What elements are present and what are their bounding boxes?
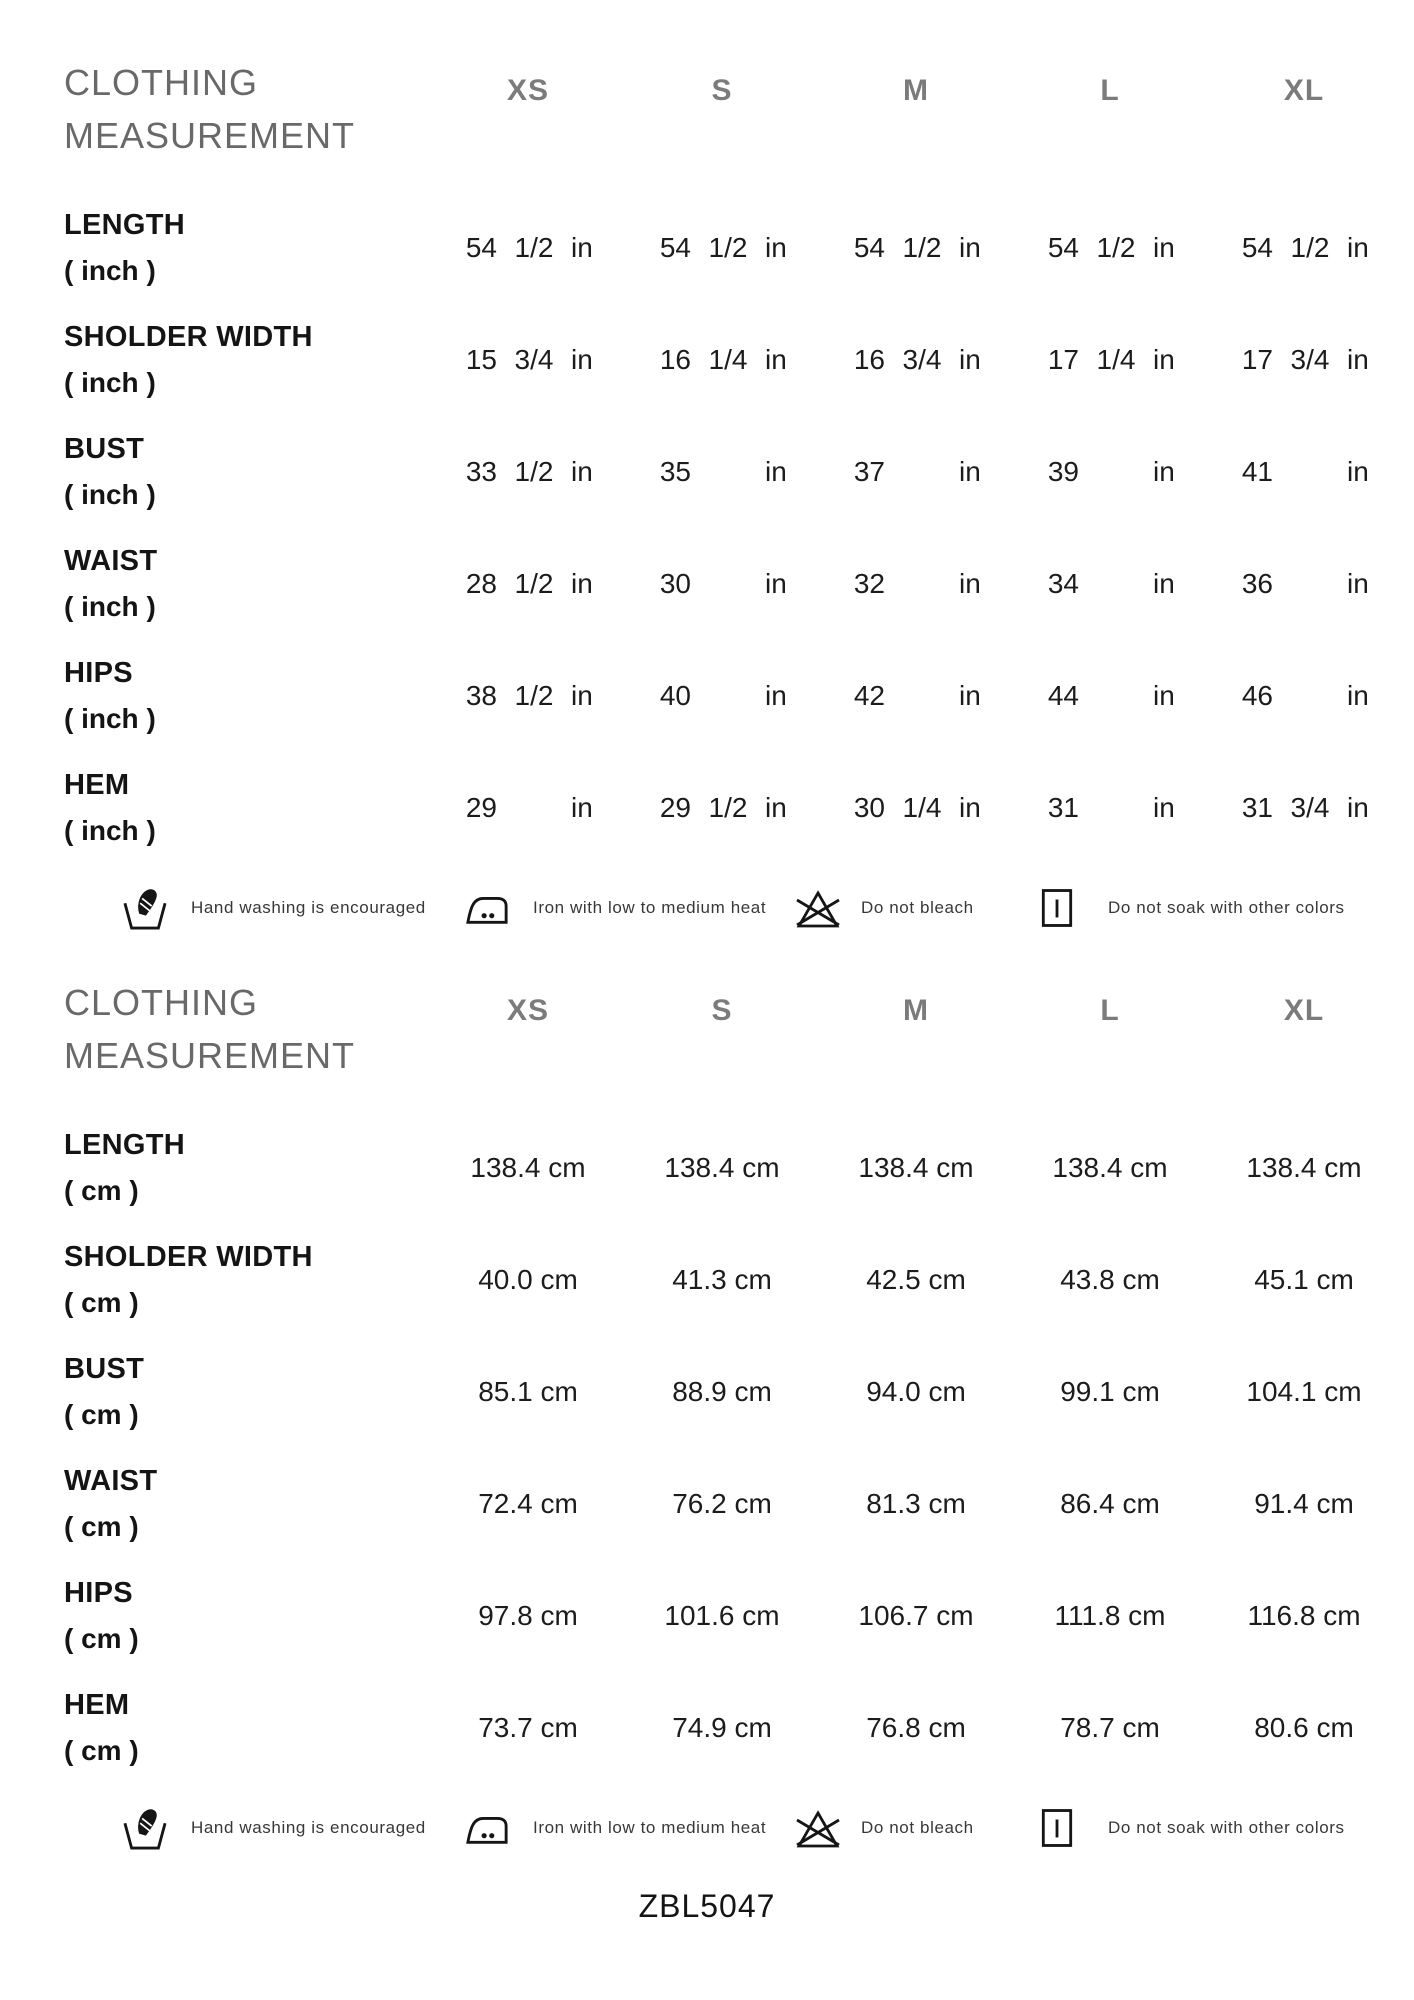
care-instruction-label: Do not bleach [861,898,974,917]
value-unit: in [1153,680,1175,711]
value-fraction: 1/2 [514,232,554,263]
measurement-value: 88.9 cm [672,1376,772,1407]
measurement-value: 101.6 cm [664,1600,780,1631]
table-title-line1: CLOTHING [64,982,259,1023]
measurement-value: 94.0 cm [866,1376,966,1407]
measurement-value: 99.1 cm [1060,1376,1160,1407]
value-fraction: 1/4 [1096,344,1136,375]
size-column-header-m: M [903,994,929,1027]
row-label: BUST [64,1353,145,1385]
measurement-value-cell [431,1712,625,1744]
value-fraction [897,568,947,600]
measurement-value: 73.7 cm [478,1712,578,1743]
table-body [64,1112,1414,1784]
size-column-header-xs: XS [506,74,550,107]
measurement-row [64,1112,1414,1224]
value-whole: 16 [853,344,885,375]
care-instruction [1040,886,1345,930]
table-header-row [64,976,1414,1076]
value-whole: 54 [1241,232,1273,263]
measurement-value: 81.3 cm [866,1488,966,1519]
measurement-value-cell [1207,344,1401,376]
measurement-value-cell [1207,680,1401,712]
value-whole: 28 [465,568,497,599]
value-whole: 34 [1047,568,1079,599]
measurement-value: 76.8 cm [866,1712,966,1743]
measurement-value-cell [1013,456,1207,488]
measurement-value-cell [431,792,625,824]
measurement-value: 42.5 cm [866,1264,966,1295]
value-fraction: 3/4 [514,344,554,375]
measurement-value-cell [1207,1488,1401,1520]
care-instruction-label: Hand washing is encouraged [191,898,426,917]
measurement-value: 74.9 cm [672,1712,772,1743]
measurement-value-cell [819,1488,1013,1520]
measurement-value-cell [431,344,625,376]
measurement-value-cell [625,1152,819,1184]
value-fraction [1091,568,1141,600]
measurement-value-cell [625,344,819,376]
care-instruction-label: Iron with low to medium heat [533,1818,767,1837]
measurement-value-cell [819,792,1013,824]
measurement-row [64,528,1414,640]
row-unit-label: ( cm ) [64,1287,139,1318]
row-label: LENGTH [64,1129,186,1161]
value-whole: 15 [465,344,497,375]
row-unit-label: ( inch ) [64,479,156,510]
value-whole: 31 [1241,792,1273,823]
do-not-soak-icon [1040,1806,1092,1850]
row-label-cell [64,762,431,854]
row-label: LENGTH [64,209,186,241]
measurement-value: 41.3 cm [672,1264,772,1295]
measurement-value: 104.1 cm [1246,1376,1362,1407]
measurement-value-cell [819,680,1013,712]
value-whole: 46 [1241,680,1273,711]
care-instruction [793,887,1040,929]
measurement-value-cell [431,456,625,488]
row-unit-label: ( inch ) [64,703,156,734]
value-fraction: 1/2 [514,568,554,599]
table-title-line1: CLOTHING [64,62,259,103]
measurement-value-cell [625,1600,819,1632]
value-unit: in [765,232,787,263]
value-fraction: 1/2 [514,680,554,711]
value-fraction: 1/4 [708,344,748,375]
value-fraction [1091,680,1141,712]
value-unit: in [959,792,981,823]
row-label-cell [64,1570,431,1662]
measurement-value-cell [1207,1152,1401,1184]
value-unit: in [571,680,593,711]
value-whole: 54 [465,232,497,263]
measurement-value-cell [1207,456,1401,488]
care-instruction [793,1807,1040,1849]
measurement-value-cell [819,1600,1013,1632]
value-whole: 42 [853,680,885,711]
care-instruction [123,1804,465,1852]
size-column-header-xl: XL [1283,74,1325,107]
size-table-inches [0,0,1414,936]
measurement-value-cell [431,1600,625,1632]
value-whole: 33 [465,456,497,487]
measurement-value-cell [1207,232,1401,264]
measurement-row [64,640,1414,752]
value-unit: in [1153,344,1175,375]
value-unit: in [959,344,981,375]
value-whole: 31 [1047,792,1079,823]
measurement-value-cell [1013,1488,1207,1520]
value-fraction [509,792,559,824]
row-label-cell [64,650,431,742]
measurement-value: 138.4 cm [664,1152,780,1183]
care-instruction [465,1809,793,1847]
measurement-value-cell [1013,680,1207,712]
do-not-bleach-icon [793,1807,845,1849]
value-fraction: 1/4 [902,792,942,823]
measurement-value: 138.4 cm [470,1152,586,1183]
value-fraction [1091,456,1141,488]
value-unit: in [1347,344,1369,375]
value-fraction: 1/2 [514,456,554,487]
measurement-value: 111.8 cm [1054,1600,1166,1631]
care-instruction [123,884,465,932]
measurement-row [64,1672,1414,1784]
value-unit: in [571,568,593,599]
value-unit: in [765,568,787,599]
value-unit: in [1153,456,1175,487]
measurement-value-cell [625,568,819,600]
size-column-header-m: M [903,74,929,107]
row-unit-label: ( inch ) [64,367,156,398]
row-label: WAIST [64,545,158,577]
care-instructions-row [123,1800,1414,1856]
value-unit: in [571,456,593,487]
value-unit: in [959,680,981,711]
value-unit: in [765,680,787,711]
row-label-cell [64,1234,431,1326]
size-column-header-xs: XS [506,994,550,1027]
value-whole: 54 [853,232,885,263]
value-fraction [1285,680,1335,712]
table-body [64,192,1414,864]
measurement-value-cell [1013,792,1207,824]
measurement-value-cell [1013,1600,1207,1632]
row-label: HIPS [64,1577,133,1609]
measurement-value-cell [1013,1264,1207,1296]
hand-wash-icon [123,1804,175,1852]
value-whole: 36 [1241,568,1273,599]
value-fraction: 1/2 [902,232,942,263]
value-fraction [1285,456,1335,488]
value-whole: 54 [1047,232,1079,263]
measurement-value-cell [1013,568,1207,600]
value-fraction [703,568,753,600]
measurement-row [64,1560,1414,1672]
size-column-header-xl: XL [1283,994,1325,1027]
size-table-cm [0,936,1414,1856]
care-instruction-label: Do not soak with other colors [1108,898,1345,917]
measurement-value-cell [1013,1152,1207,1184]
measurement-value-cell [431,568,625,600]
value-unit: in [571,232,593,263]
size-column-header-l: L [1100,994,1120,1027]
measurement-value: 91.4 cm [1254,1488,1354,1519]
measurement-value: 43.8 cm [1060,1264,1160,1295]
value-whole: 39 [1047,456,1079,487]
value-unit: in [765,344,787,375]
value-fraction [1285,568,1335,600]
row-label-cell [64,314,431,406]
value-unit: in [1153,568,1175,599]
do-not-bleach-icon [793,887,845,929]
measurement-value: 138.4 cm [1246,1152,1362,1183]
row-unit-label: ( cm ) [64,1735,139,1766]
measurement-value-cell [431,232,625,264]
value-fraction: 3/4 [1290,344,1330,375]
value-unit: in [1347,568,1369,599]
value-unit: in [1153,232,1175,263]
care-instruction-label: Do not bleach [861,1818,974,1837]
measurement-value-cell [431,1488,625,1520]
measurement-value-cell [625,1376,819,1408]
row-unit-label: ( inch ) [64,815,156,846]
table-title-line2: MEASUREMENT [64,115,356,156]
value-unit: in [959,232,981,263]
value-unit: in [1153,792,1175,823]
value-fraction: 3/4 [1290,792,1330,823]
row-label: WAIST [64,1465,158,1497]
value-unit: in [1347,680,1369,711]
value-fraction [703,456,753,488]
row-unit-label: ( cm ) [64,1399,139,1430]
value-fraction: 3/4 [902,344,942,375]
measurement-value: 106.7 cm [858,1600,974,1631]
measurement-value: 45.1 cm [1254,1264,1354,1295]
value-whole: 44 [1047,680,1079,711]
measurement-value-cell [431,1376,625,1408]
value-unit: in [1347,792,1369,823]
care-instruction-label: Iron with low to medium heat [533,898,767,917]
measurement-value: 85.1 cm [478,1376,578,1407]
value-whole: 17 [1047,344,1079,375]
value-whole: 30 [659,568,691,599]
measurement-value-cell [625,1488,819,1520]
measurement-value-cell [819,1376,1013,1408]
iron-icon [465,889,517,927]
measurement-row [64,304,1414,416]
value-fraction: 1/2 [1290,232,1330,263]
row-label-cell [64,1682,431,1774]
measurement-value: 78.7 cm [1060,1712,1160,1743]
measurement-value-cell [819,456,1013,488]
value-unit: in [765,456,787,487]
row-label-cell [64,202,431,294]
measurement-value: 76.2 cm [672,1488,772,1519]
measurement-row [64,1224,1414,1336]
measurement-value-cell [1013,344,1207,376]
row-label-cell [64,426,431,518]
measurement-value-cell [1207,1376,1401,1408]
row-label: HEM [64,769,130,801]
value-fraction [703,680,753,712]
row-label-cell [64,1458,431,1550]
measurement-value-cell [819,344,1013,376]
care-instruction [1040,1806,1345,1850]
measurement-value-cell [431,680,625,712]
iron-icon [465,1809,517,1847]
measurement-value-cell [819,232,1013,264]
care-instruction-label: Hand washing is encouraged [191,1818,426,1837]
measurement-value-cell [819,1712,1013,1744]
measurement-value: 97.8 cm [478,1600,578,1631]
size-column-header-s: S [711,74,733,107]
value-whole: 37 [853,456,885,487]
do-not-soak-icon [1040,886,1092,930]
table-title [64,56,431,162]
measurement-row [64,752,1414,864]
measurement-value-cell [1207,568,1401,600]
row-label: HEM [64,1689,130,1721]
measurement-value-cell [625,232,819,264]
measurement-value-cell [625,792,819,824]
size-column-header-s: S [711,994,733,1027]
measurement-value: 138.4 cm [1052,1152,1168,1183]
measurement-value-cell [1207,1712,1401,1744]
value-unit: in [1347,456,1369,487]
value-unit: in [959,456,981,487]
row-unit-label: ( cm ) [64,1511,139,1542]
measurement-value: 72.4 cm [478,1488,578,1519]
measurement-row [64,1448,1414,1560]
product-code: ZBL5047 [638,1888,776,1924]
measurement-value-cell [1207,1264,1401,1296]
row-unit-label: ( inch ) [64,255,156,286]
measurement-row [64,416,1414,528]
value-whole: 38 [465,680,497,711]
measurement-value-cell [1013,1712,1207,1744]
value-whole: 29 [465,792,497,823]
measurement-value: 80.6 cm [1254,1712,1354,1743]
value-whole: 30 [853,792,885,823]
measurement-value-cell [625,1264,819,1296]
measurement-value-cell [819,1152,1013,1184]
row-label-cell [64,1122,431,1214]
measurement-value-cell [625,1712,819,1744]
value-unit: in [959,568,981,599]
row-unit-label: ( cm ) [64,1623,139,1654]
row-label: BUST [64,433,145,465]
value-unit: in [1347,232,1369,263]
row-label: HIPS [64,657,133,689]
value-unit: in [765,792,787,823]
measurement-value: 40.0 cm [478,1264,578,1295]
value-fraction: 1/2 [1096,232,1136,263]
measurement-value-cell [431,1152,625,1184]
row-unit-label: ( inch ) [64,591,156,622]
measurement-value-cell [1207,1600,1401,1632]
row-label-cell [64,1346,431,1438]
value-fraction: 1/2 [708,792,748,823]
hand-wash-icon [123,884,175,932]
value-fraction [1091,792,1141,824]
value-whole: 54 [659,232,691,263]
row-label-cell [64,538,431,630]
measurement-value-cell [819,1264,1013,1296]
table-title [64,976,431,1082]
measurement-value-cell [1013,1376,1207,1408]
value-fraction [897,680,947,712]
care-instructions-row [123,880,1414,936]
measurement-value: 138.4 cm [858,1152,974,1183]
row-label: SHOLDER WIDTH [64,1241,313,1273]
value-fraction [897,456,947,488]
measurement-value-cell [1013,232,1207,264]
value-whole: 16 [659,344,691,375]
measurement-row [64,1336,1414,1448]
measurement-value: 86.4 cm [1060,1488,1160,1519]
row-unit-label: ( cm ) [64,1175,139,1206]
care-instruction-label: Do not soak with other colors [1108,1818,1345,1837]
row-label: SHOLDER WIDTH [64,321,313,353]
measurement-value: 116.8 cm [1247,1600,1361,1631]
value-unit: in [571,792,593,823]
value-whole: 35 [659,456,691,487]
measurement-value-cell [819,568,1013,600]
value-whole: 29 [659,792,691,823]
value-whole: 32 [853,568,885,599]
measurement-value-cell [625,680,819,712]
measurement-value-cell [625,456,819,488]
value-whole: 41 [1241,456,1273,487]
value-whole: 17 [1241,344,1273,375]
table-title-line2: MEASUREMENT [64,1035,356,1076]
table-header-row [64,56,1414,156]
value-whole: 40 [659,680,691,711]
measurement-row [64,192,1414,304]
measurement-value-cell [431,1264,625,1296]
value-unit: in [571,344,593,375]
value-fraction: 1/2 [708,232,748,263]
care-instruction [465,889,793,927]
size-column-header-l: L [1100,74,1120,107]
measurement-value-cell [1207,792,1401,824]
